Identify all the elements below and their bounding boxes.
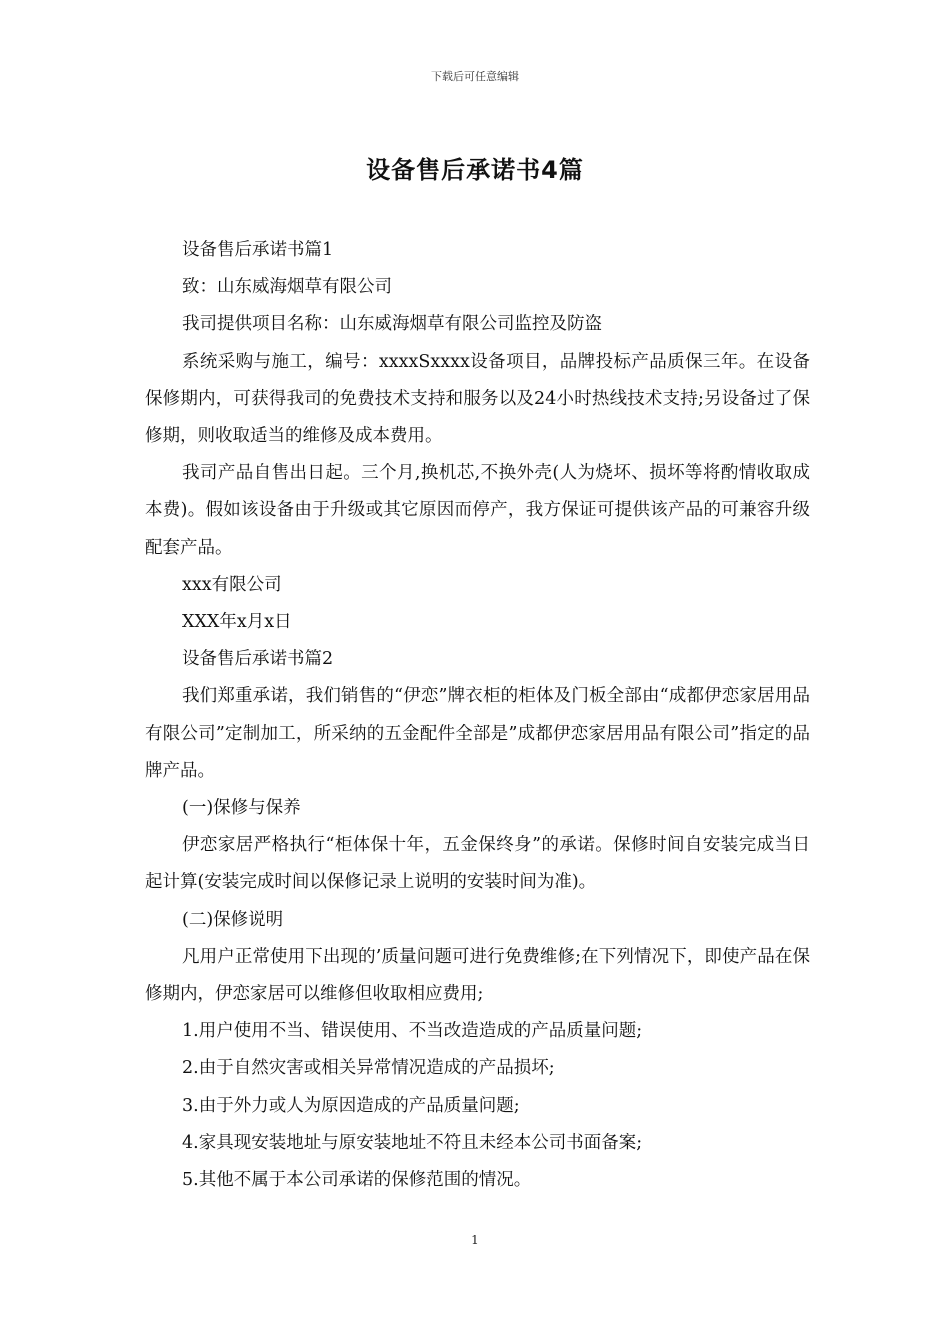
recipient-line: 致：山东威海烟草有限公司 [182, 277, 392, 298]
document-title: 设备售后承诺书4篇 [366, 156, 584, 184]
list-item: 5.其他不属于本公司承诺的保修范围的情况。 [182, 1170, 532, 1191]
header-note: 下载后可任意编辑 [431, 70, 519, 83]
list-item: 4.家具现安装地址与原安装地址不符且未经本公司书面备案; [182, 1132, 643, 1153]
subheading-warranty-notes: (二)保修说明 [182, 909, 284, 930]
signature-date: XXX年x月x日 [182, 612, 292, 633]
project-name-line: 我司提供项目名称：山东威海烟草有限公司监控及防盗 [182, 314, 602, 335]
list-item: 1.用户使用不当、错误使用、不当改造造成的产品质量问题; [182, 1021, 643, 1042]
document-body [145, 232, 810, 1199]
paragraph-commitment: 我们郑重承诺，我们销售的“伊恋”牌衣柜的柜体及门板全部由“成都伊恋家居用品有限公司”定制加工，所采纳的五金配件全部是”成都伊恋家居用品有限公司”指定的品牌产品。 [145, 686, 810, 781]
list-item: 3.由于外力或人为原因造成的产品质量问题; [182, 1095, 520, 1116]
section-heading-1: 设备售后承诺书篇1 [182, 240, 334, 260]
company-signature: xxx有限公司 [182, 574, 282, 595]
subheading-warranty-maintenance: (一)保修与保养 [182, 798, 301, 819]
section-heading-2: 设备售后承诺书篇2 [182, 649, 334, 670]
list-item: 2.由于自然灾害或相关异常情况造成的产品损坏; [182, 1058, 555, 1079]
paragraph-warranty-period: 伊恋家居严格执行“柜体保十年，五金保终身”的承诺。保修时间自安装完成当日起计算(安装完成时间以保修记录上说明的安装时间为准)。 [145, 835, 810, 893]
paragraph-warranty-terms: 系统采购与施工，编号：xxxxSxxxx设备项目，品牌投标产品质保三年。在设备保修期内，可获得我司的免费技术支持和服务以及24小时热线技术支持;另设备过了保修期，则收取适当的维修及成本费用。 [145, 351, 810, 447]
page-number: 1 [471, 1233, 479, 1247]
paragraph-free-repair: 凡用户正常使用下出现的’质量问题可进行免费维修;在下列情况下，即使产品在保修期内，伊恋家居可以维修但收取相应费用; [145, 946, 810, 1005]
paragraph-product-replacement: 我司产品自售出日起。三个月,换机芯,不换外壳(人为烧坏、损坏等将酌情收取成本费)。假如该设备由于升级或其它原因而停产，我方保证可提供该产品的可兼容升级配套产品。 [145, 463, 810, 558]
